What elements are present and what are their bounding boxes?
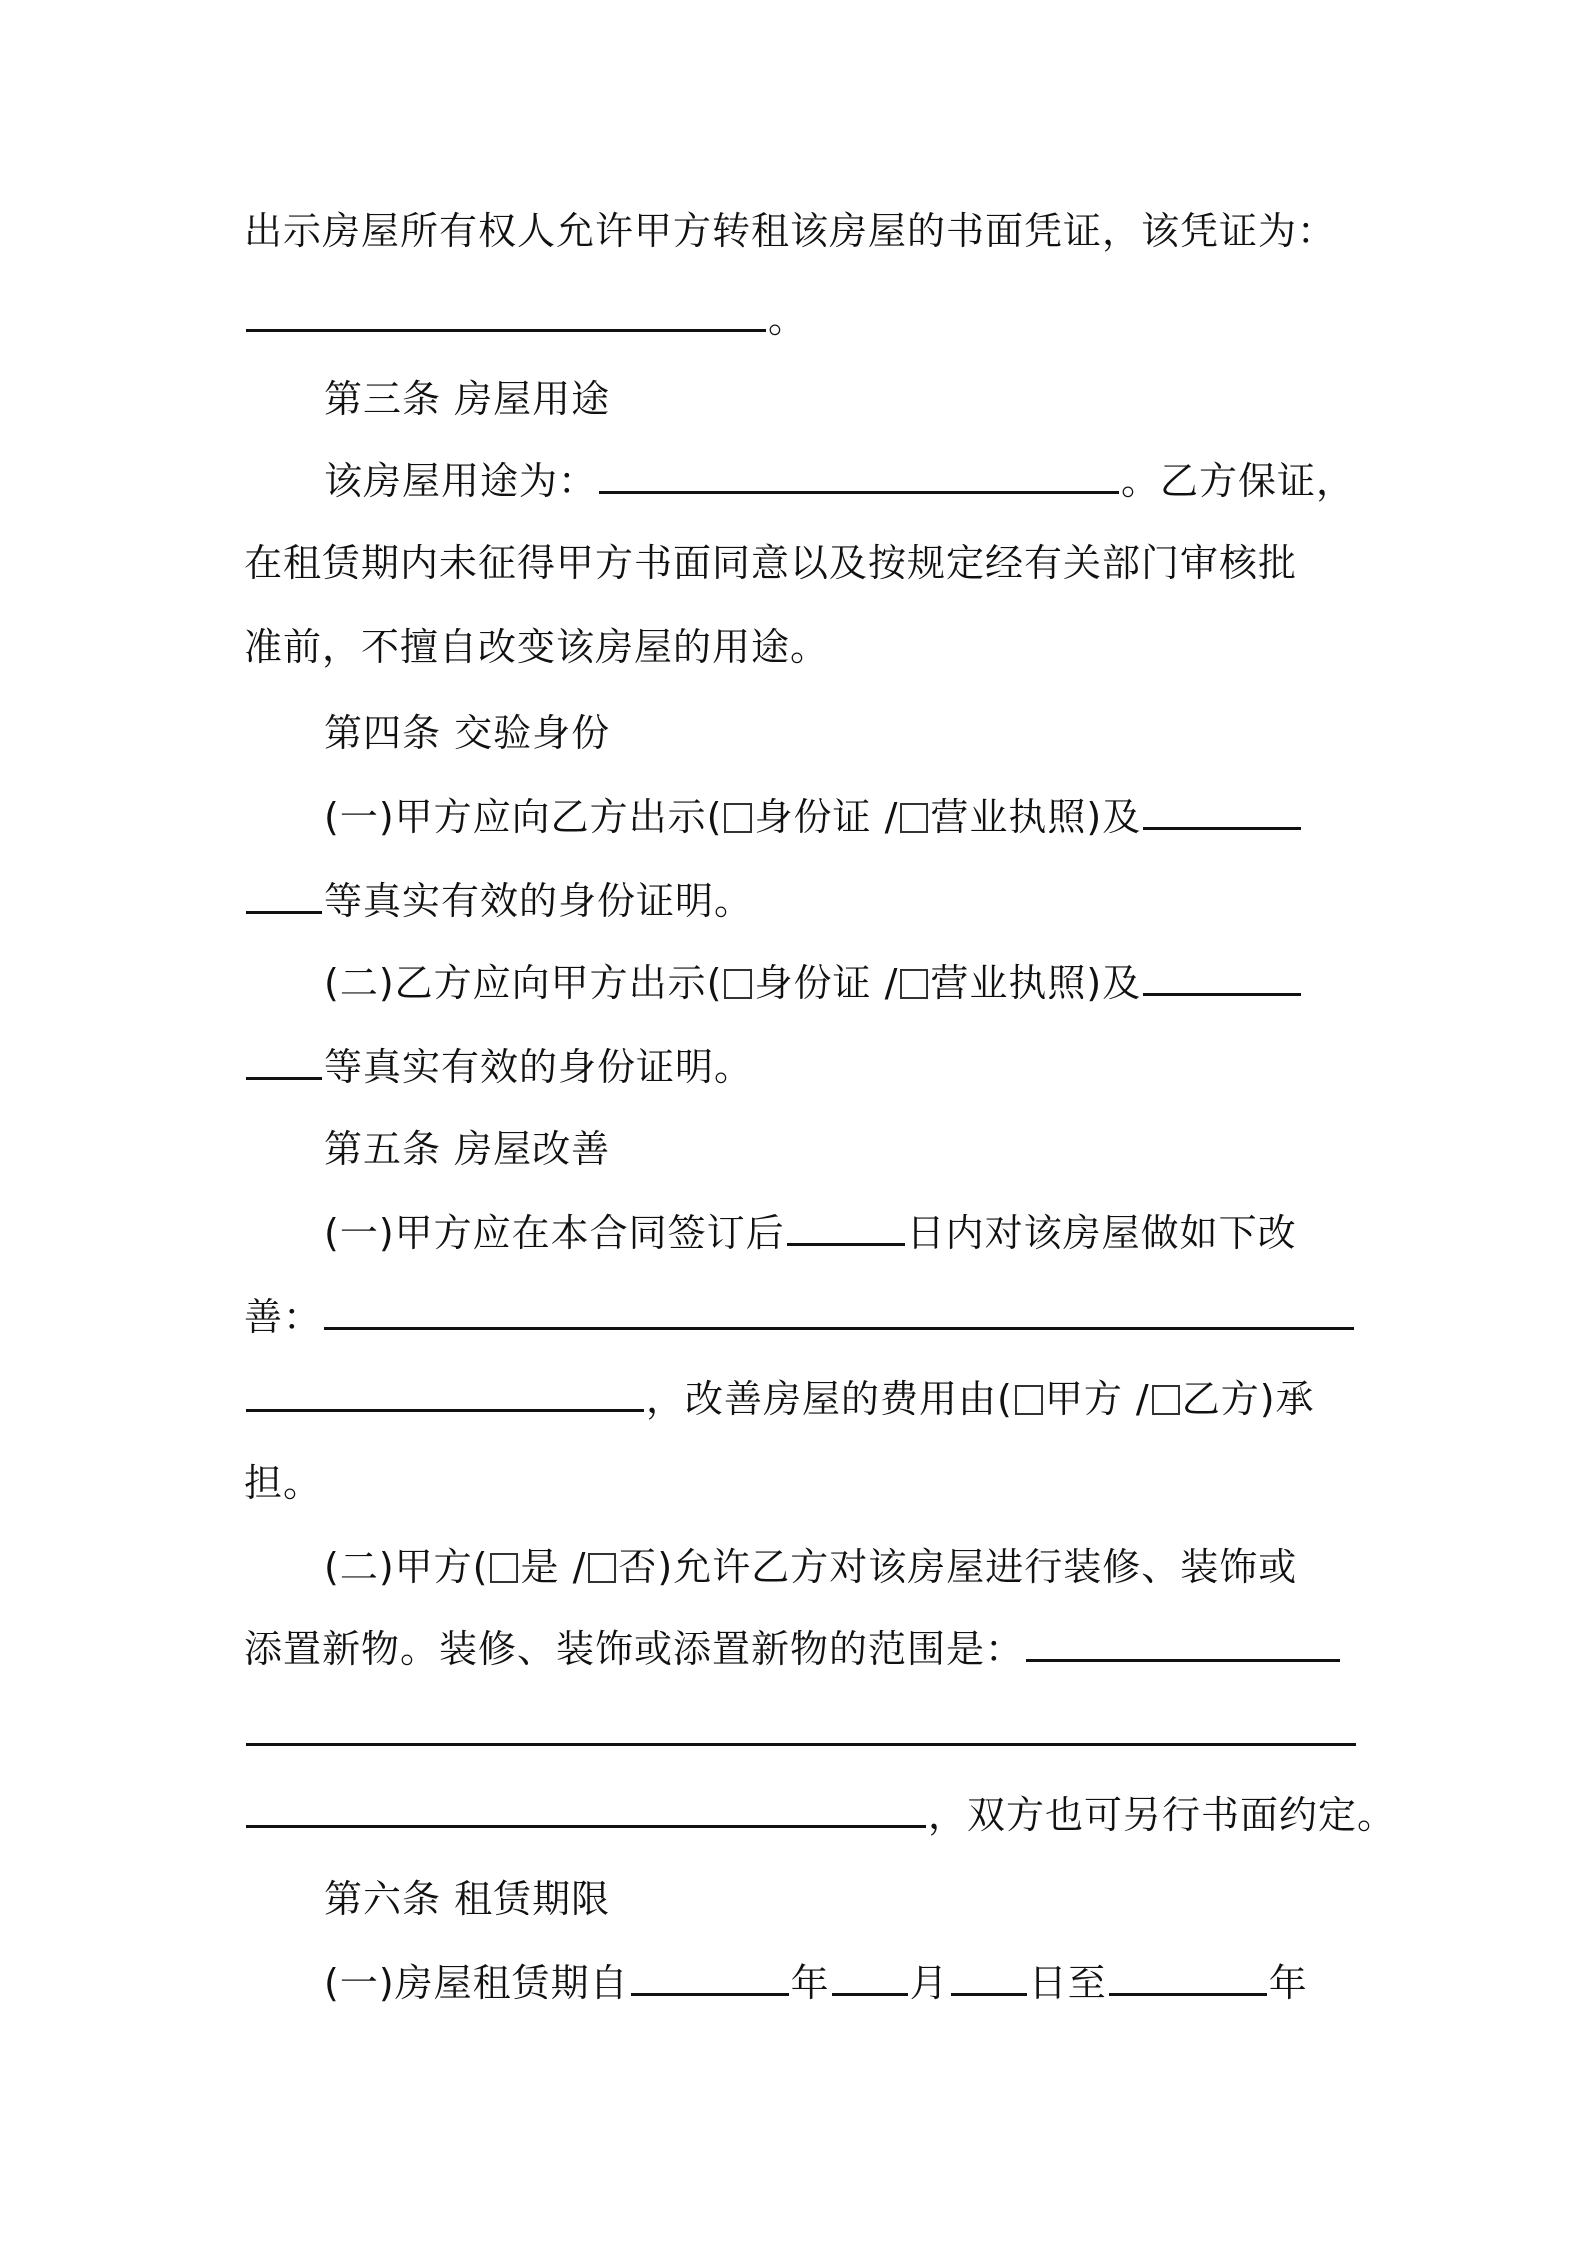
text: 第四条 交验身份 [324,711,611,755]
text-line [244,1790,1396,1840]
text: (二)甲方( [324,1545,489,1589]
text-line [324,958,1303,1008]
text: 年 [790,1961,830,2005]
checkbox-icon [588,1553,616,1583]
text: (一)甲方应向乙方出示( [324,795,723,839]
article-title [324,374,610,424]
text: 营业执照)及 [930,961,1142,1005]
checkbox-icon [1152,1385,1180,1415]
text: 添置新物。装修、装饰或添置新物的范围是： [244,1627,1025,1671]
text: 第三条 房屋用途 [324,377,611,421]
text: 日内对该房屋做如下改 [906,1211,1297,1255]
fill-blank [324,1297,1354,1330]
text: 日至 [1028,1961,1107,2005]
article-title [324,1874,610,1924]
text-line [244,1374,1315,1424]
text: 第五条 房屋改善 [324,1127,611,1171]
text: 。 [768,297,808,341]
text: 是 / [520,1545,587,1589]
text: 营业执照)及 [930,795,1142,839]
text: 该房屋用途为： [324,459,598,503]
fill-blank [246,1795,926,1828]
text: 第六条 租赁期限 [324,1877,611,1921]
text-line [324,456,1355,506]
text-line [244,1042,753,1092]
text-line [244,1292,1356,1342]
fill-blank [246,881,322,914]
text: 善： [244,1295,323,1339]
text-line [324,1542,1297,1592]
text-line [324,1958,1308,2008]
text: 。乙方保证， [1121,459,1356,503]
text: 身份证 / [754,961,899,1005]
text: 准前，不擅自改变该房屋的用途。 [244,625,830,669]
fill-blank [1143,963,1301,996]
fill-blank [246,1379,644,1412]
checkbox-icon [724,969,752,999]
fill-blank [951,1963,1027,1996]
text: 月 [909,1961,949,2005]
fill-blank [246,1047,322,1080]
text: (二)乙方应向甲方出示( [324,961,723,1005]
checkbox-icon [1015,1385,1043,1415]
text-line [244,1708,1358,1758]
text: 担。 [244,1461,323,1505]
text-line [244,876,753,926]
fill-blank [599,461,1119,494]
text: 年 [1268,1961,1308,2005]
text-line [244,206,1336,256]
text: 在租赁期内未征得甲方书面同意以及按规定经有关部门审核批 [244,541,1298,585]
article-title [324,1124,610,1174]
text: 乙方)承 [1181,1377,1315,1421]
article-title [324,708,610,758]
text: (一)房屋租赁期自 [324,1961,629,2005]
checkbox-icon [724,803,752,833]
fill-blank [787,1213,905,1246]
fill-blank [1026,1629,1340,1662]
text: ，双方也可另行书面约定。 [928,1793,1397,1837]
fill-blank [246,299,766,332]
fill-blank [1143,797,1301,830]
text-line [244,538,1297,588]
text-line [324,792,1303,842]
text: 甲方 / [1044,1377,1150,1421]
text-line [244,1458,322,1508]
fill-blank [1109,1963,1267,1996]
text: 否)允许乙方对该房屋进行装修、装饰或 [618,1545,1298,1589]
text-line [244,294,807,344]
fill-blank [631,1963,789,1996]
text-line [324,1208,1297,1258]
text: ，改善房屋的费用由( [646,1377,1013,1421]
text: 等真实有效的身份证明。 [324,1045,754,1089]
text: (一)甲方应在本合同签订后 [324,1211,785,1255]
text: 身份证 / [754,795,899,839]
fill-blank [832,1963,908,1996]
checkbox-icon [900,969,928,999]
checkbox-icon [490,1553,518,1583]
text-line [244,1624,1342,1674]
text: 等真实有效的身份证明。 [324,879,754,923]
text-line [244,622,829,672]
fill-blank [246,1713,1356,1746]
text: 出示房屋所有权人允许甲方转租该房屋的书面凭证，该凭证为： [244,209,1337,253]
checkbox-icon [900,803,928,833]
